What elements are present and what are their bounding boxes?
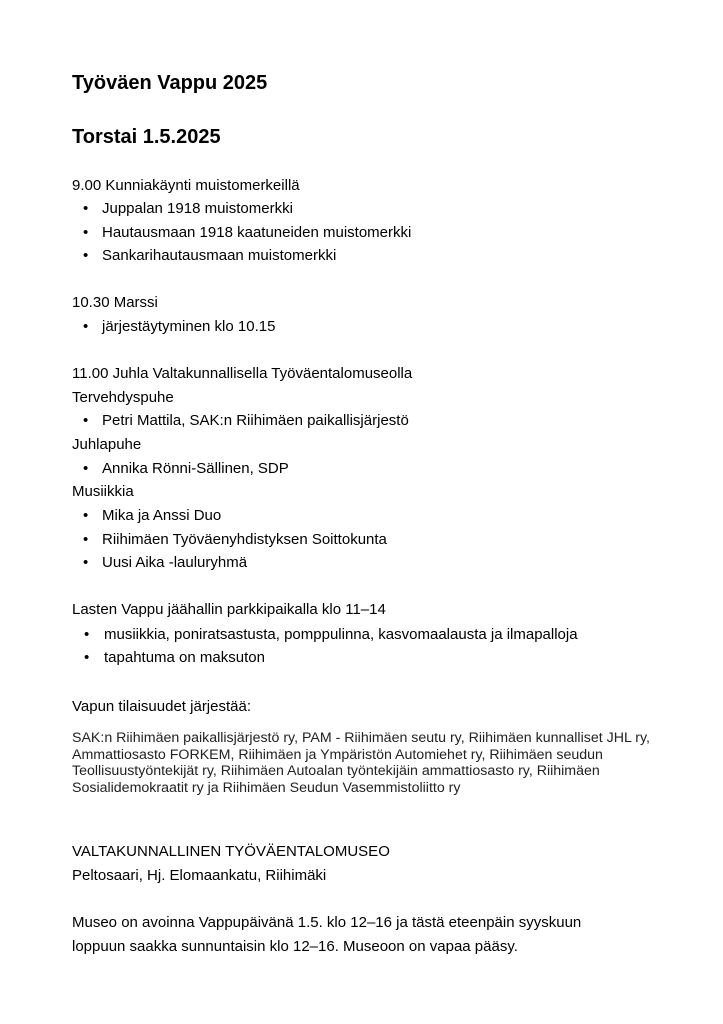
- event-date: Torstai 1.5.2025: [72, 126, 221, 148]
- memorials-list: [72, 199, 411, 270]
- list-item: • Riihimäen Työväenyhdistyksen Soittokunta: [72, 530, 387, 554]
- museum-hours-line-2: loppuun saakka sunnuntaisin klo 12–16. Museoon on vapaa pääsy.: [72, 938, 518, 955]
- list-item: • Uusi Aika -lauluryhmä: [72, 553, 387, 577]
- list-item: • tapahtuma on maksuton: [72, 648, 578, 671]
- music-list: [72, 506, 387, 577]
- list-item: • Annika Rönni-Sällinen, SDP: [72, 459, 289, 483]
- museum-address: Peltosaari, Hj. Elomaankatu, Riihimäki: [72, 867, 327, 884]
- section-heading-children: Lasten Vappu jäähallin parkkipaikalla klo 11–14: [72, 601, 386, 618]
- children-list: [72, 625, 578, 671]
- speech-label: Juhlapuhe: [72, 436, 142, 453]
- organizers-heading: Vapun tilaisuudet järjestää:: [72, 698, 252, 715]
- section-heading-march: 10.30 Marssi: [72, 294, 158, 311]
- speech-list: [72, 459, 289, 483]
- list-item: • Sankarihautausmaan muistomerkki: [72, 246, 411, 270]
- greeting-label: Tervehdyspuhe: [72, 389, 174, 406]
- list-item: • musiikkia, poniratsastusta, pomppulinna, kasvomaalausta ja ilmapalloja: [72, 625, 578, 648]
- museum-name: VALTAKUNNALLINEN TYÖVÄENTALOMUSEO: [72, 843, 390, 860]
- museum-hours-line-1: Museo on avoinna Vappupäivänä 1.5. klo 12–16 ja tästä eteenpäin syyskuun: [72, 914, 582, 931]
- list-item: • Mika ja Anssi Duo: [72, 506, 387, 530]
- greeting-list: [72, 411, 409, 435]
- list-item: • Petri Mattila, SAK:n Riihimäen paikallisjärjestö: [72, 411, 409, 435]
- section-heading-celebration: 11.00 Juhla Valtakunnallisella Työväentalomuseolla: [72, 365, 413, 382]
- list-item: • Hautausmaan 1918 kaatuneiden muistomerkki: [72, 223, 411, 247]
- document-title: Työväen Vappu 2025: [72, 72, 268, 94]
- march-list: [72, 317, 275, 341]
- list-item: • järjestäytyminen klo 10.15: [72, 317, 275, 341]
- organizers-text: SAK:n Riihimäen paikallisjärjestö ry, PAM - Riihimäen seutu ry, Riihimäen kunnalliset JHL ry, Ammattiosasto FORKEM, Riihimäen ja Ympäristön Automiehet ry, Riihimäen seudun Teollisuustyöntekijät ry, Riihimäen Autoalan työntekijäin ammattiosasto ry, Riihimäen Sosialidemokraatit ry ja Riihimäen Seudun Vasemmistoliitto ry: [72, 730, 650, 796]
- section-heading-memorials: 9.00 Kunniakäynti muistomerkeillä: [72, 177, 300, 194]
- list-item: • Juppalan 1918 muistomerkki: [72, 199, 411, 223]
- music-label: Musiikkia: [72, 483, 134, 500]
